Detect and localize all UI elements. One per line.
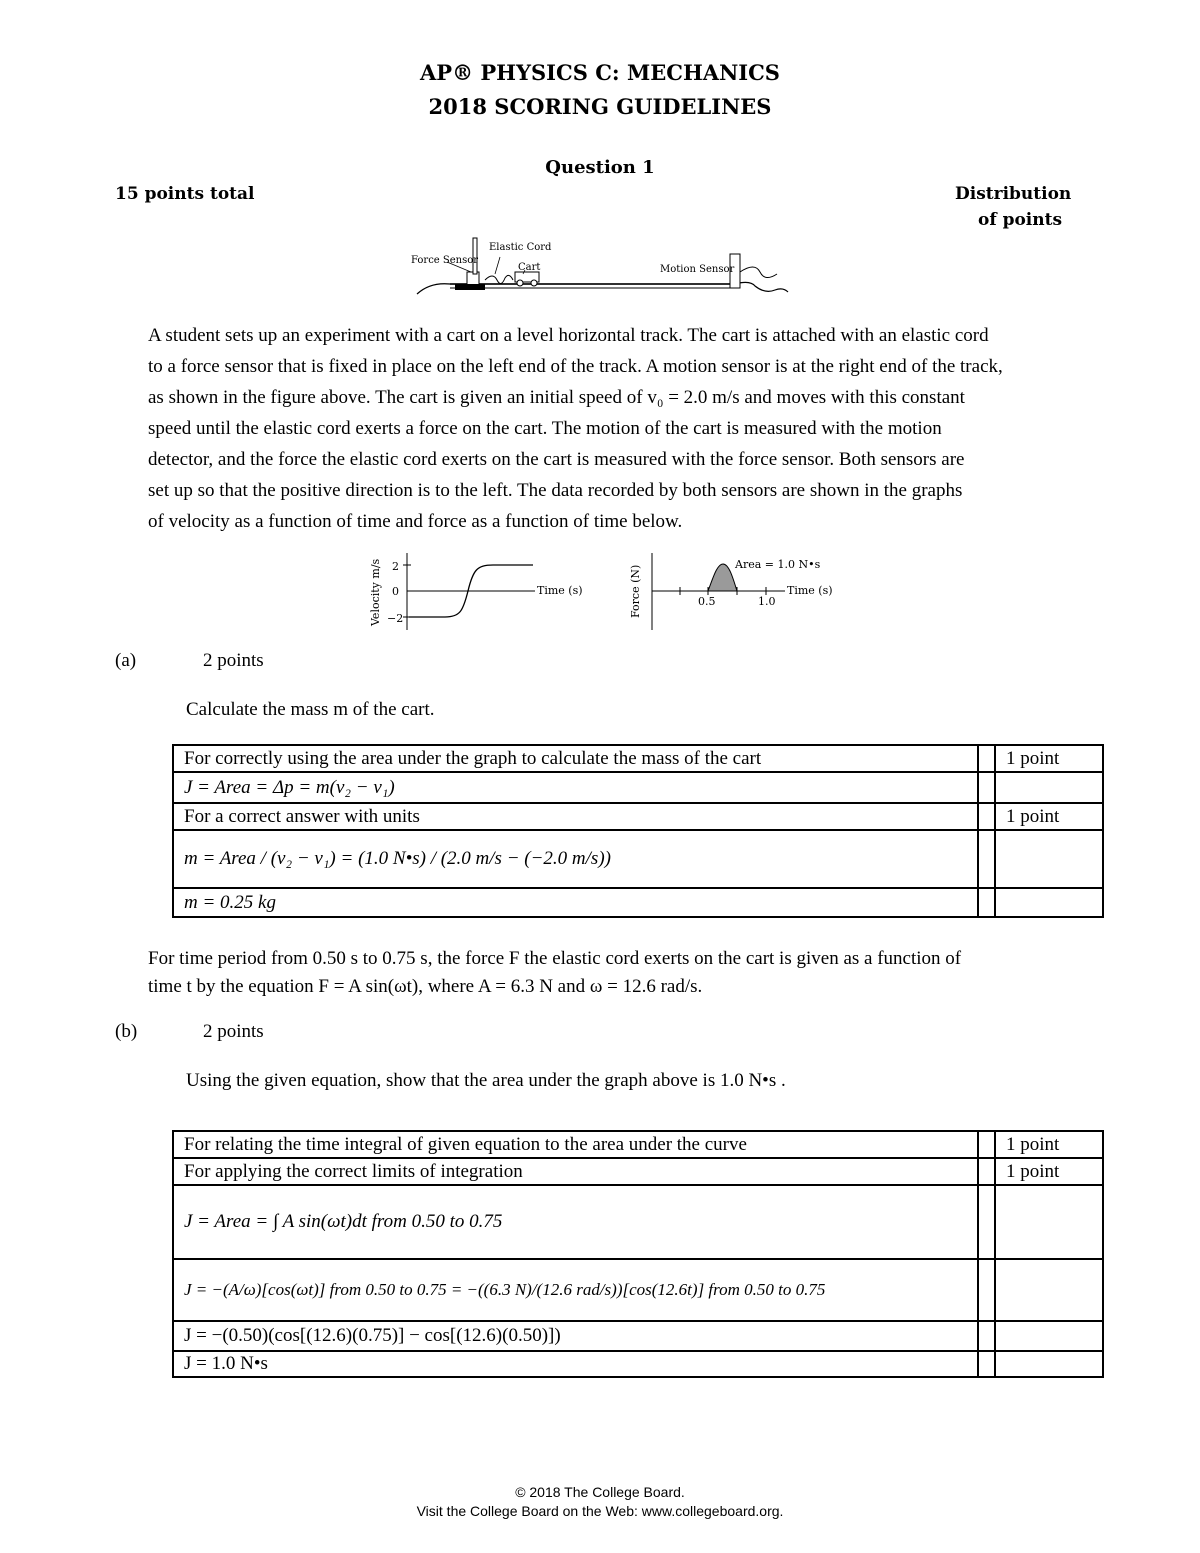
velocity-tick-2: 2 (392, 560, 399, 573)
rubric-equation: J = 1.0 N•s (173, 1351, 978, 1377)
rubric-points-empty (995, 1351, 1103, 1377)
table-row (173, 803, 1103, 830)
intro-line-7: of velocity as a function of time and force as a function of time below. (148, 511, 683, 532)
table-row (173, 1259, 1103, 1321)
footer-web: Visit the College Board on the Web: www.collegeboard.org. (416, 1503, 784, 1519)
rubric-points-empty (995, 830, 1103, 888)
velocity-tick-0: 0 (392, 585, 399, 598)
part-a-instruction: Calculate the mass m of the cart. (186, 699, 435, 720)
mid-line-2: time t by the equation F = A sin(ωt), where A = 6.3 N and ω = 12.6 rad/s. (148, 976, 703, 997)
table-row (173, 1131, 1103, 1158)
rubric-criterion: For relating the time integral of given equation to the area under the curve (173, 1131, 978, 1158)
part-b-rubric-table (172, 1130, 1104, 1378)
table-row (173, 745, 1103, 772)
mid-paragraph (148, 945, 1128, 1001)
force-area-label: Area = 1.0 N•s (735, 558, 821, 571)
distribution-heading: Distribution (955, 184, 1072, 204)
part-a-letter: (a) (115, 650, 137, 671)
label-motion-sensor: Motion Sensor (660, 264, 735, 275)
force-xlabel: Time (s) (787, 584, 833, 597)
intro-line-4: speed until the elastic cord exerts a force on the cart. The motion of the cart is measured with the motion (148, 418, 942, 439)
table-row (173, 772, 1103, 803)
header-subtitle: 2018 SCORING GUIDELINES (428, 94, 772, 119)
force-tick-05: 0.5 (698, 595, 716, 608)
intro-line-3: as shown in the figure above. The cart is given an initial speed of v₀ = 2.0 m/s and moves with this constant (148, 387, 965, 408)
rubric-criterion: For a correct answer with units (173, 803, 978, 830)
rubric-points-empty (995, 888, 1103, 917)
force-tick-10: 1.0 (758, 595, 776, 608)
rubric-criterion: For correctly using the area under the graph to calculate the mass of the cart (173, 745, 978, 772)
rubric-equation: m = Area / (v₂ − v₁) = (1.0 N•s) / (2.0 m/s − (−2.0 m/s)) (173, 830, 978, 888)
rubric-points: 1 point (995, 745, 1103, 772)
distribution-heading-2: of points (978, 210, 1063, 230)
elastic-cord (485, 275, 513, 283)
part-a-rubric-table (172, 744, 1104, 918)
table-row (173, 888, 1103, 917)
intro-line-2: to a force sensor that is fixed in place on the left end of the track. A motion sensor is at the right end of the track, (148, 356, 1003, 377)
points-total: 15 points total (115, 184, 255, 204)
rubric-points-empty (995, 1185, 1103, 1259)
velocity-tick-neg2: −2 (387, 612, 404, 625)
label-elastic-cord: Elastic Cord (489, 242, 552, 253)
header-title: AP® PHYSICS C: MECHANICS (420, 60, 780, 85)
table-row (173, 1321, 1103, 1351)
rubric-points: 1 point (995, 1131, 1103, 1158)
rubric-points-empty (995, 1259, 1103, 1321)
rubric-equation: J = Area = Δp = m(v₂ − v₁) (173, 772, 978, 803)
rubric-points-empty (995, 1321, 1103, 1351)
apparatus-figure (405, 232, 805, 302)
intro-line-6: set up so that the positive direction is to the left. The data recorded by both sensors are shown in the graphs (148, 480, 963, 501)
intro-line-1: A student sets up an experiment with a cart on a level horizontal track. The cart is attached with an elastic cord (148, 325, 989, 346)
part-a-points: 2 points (203, 650, 264, 671)
rubric-points: 1 point (995, 1158, 1103, 1185)
footer-copyright: © 2018 The College Board. (515, 1484, 685, 1500)
table-row (173, 830, 1103, 888)
force-graph (625, 548, 840, 633)
label-cart: Cart (518, 262, 541, 273)
rubric-equation: J = Area = ∫ A sin(ωt)dt from 0.50 to 0.75 (173, 1185, 978, 1259)
footer (0, 1483, 1200, 1521)
force-area-shape (708, 564, 737, 591)
table-row (173, 1185, 1103, 1259)
part-b-letter: (b) (115, 1021, 138, 1042)
velocity-ylabel: Velocity m/s (369, 558, 382, 626)
velocity-xlabel: Time (s) (537, 584, 583, 597)
intro-line-5: detector, and the force the elastic cord exerts on the cart is measured with the force sensor. Both sensors are (148, 449, 965, 470)
rubric-points-empty (995, 772, 1103, 803)
rubric-equation: J = −(0.50)(cos[(12.6)(0.75)] − cos[(12.6)(0.50)]) (173, 1321, 978, 1351)
label-force-sensor: Force Sensor (411, 255, 479, 266)
part-b-instruction: Using the given equation, show that the area under the graph above is 1.0 N•s . (186, 1070, 786, 1091)
rubric-criterion: For applying the correct limits of integration (173, 1158, 978, 1185)
mid-line-1: For time period from 0.50 s to 0.75 s, the force F the elastic cord exerts on the cart is given as a function of (148, 948, 962, 969)
intro-paragraph (148, 320, 1128, 537)
rubric-equation: J = −(A/ω)[cos(ωt)] from 0.50 to 0.75 = −((6.3 N)/(12.6 rad/s))[cos(12.6t)] from 0.50 to 0.75 (173, 1259, 978, 1321)
part-b-points: 2 points (203, 1021, 264, 1042)
rubric-points: 1 point (995, 803, 1103, 830)
force-ylabel: Force (N) (629, 564, 642, 618)
question-title: Question 1 (545, 157, 655, 178)
table-row (173, 1158, 1103, 1185)
velocity-graph (365, 548, 595, 633)
table-row (173, 1351, 1103, 1377)
rubric-equation: m = 0.25 kg (173, 888, 978, 917)
